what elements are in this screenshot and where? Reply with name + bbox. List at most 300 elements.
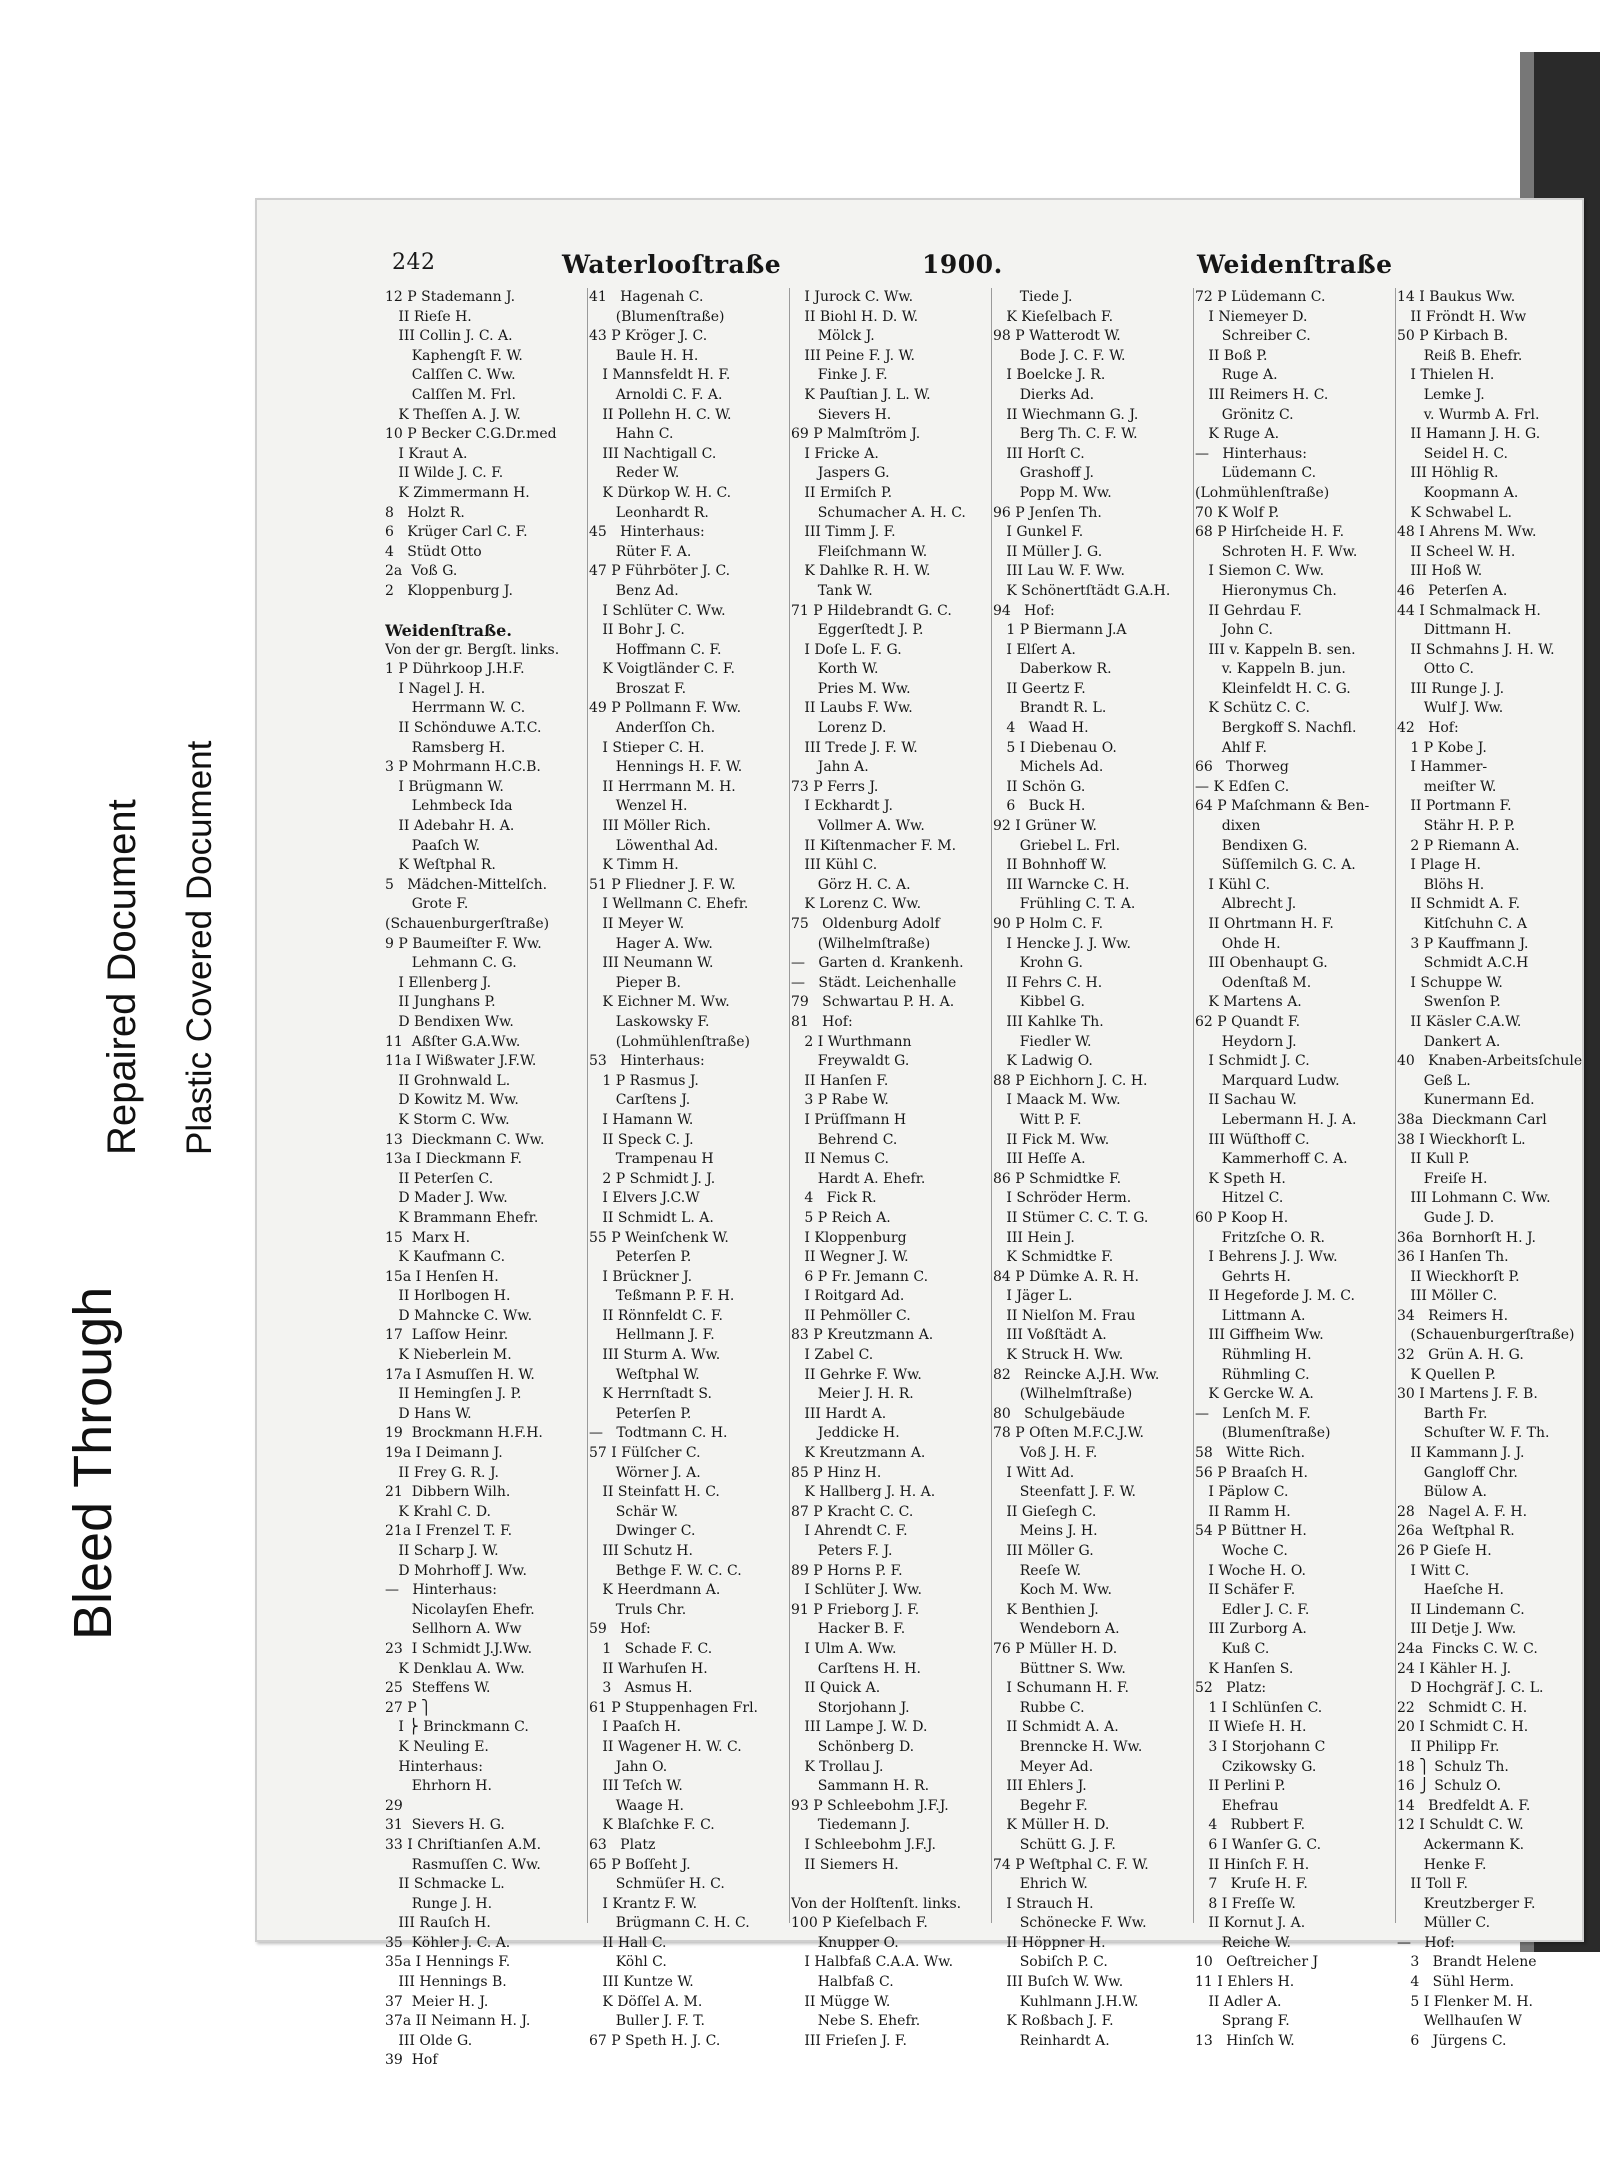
directory-entry: 13 Hinſch W. — [1195, 2032, 1295, 2049]
directory-entry: Ahlf F. — [1195, 739, 1267, 756]
directory-entry: 30 I Martens J. F. B. — [1397, 1386, 1538, 1403]
directory-entry: 2 I Wurthmann — [791, 1033, 912, 1050]
directory-entry: Reinhardt A. — [993, 2032, 1110, 2049]
directory-entry: II Höppner H. — [993, 1934, 1106, 1951]
directory-entry: I ⎬ Brinckmann C. — [385, 1719, 529, 1736]
directory-entry: III Hoß W. — [1397, 563, 1483, 580]
directory-entry: III Collin J. C. A. — [385, 328, 513, 345]
directory-entry: I Kraut A. — [385, 445, 468, 462]
directory-entry: v. Wurmb A. Frl. — [1397, 406, 1540, 423]
directory-entry: (Wilhelmſtraße) — [993, 1386, 1133, 1403]
directory-entry: Haeſche H. — [1397, 1582, 1504, 1599]
directory-entry: I Halbfaß C.A.A. Ww. — [791, 1954, 954, 1971]
directory-entry: 6 P Fr. Jemann C. — [791, 1268, 929, 1285]
directory-entry: II Stümer C. C. T. G. — [993, 1209, 1149, 1226]
directory-entry: II Pollehn H. C. W. — [589, 406, 732, 423]
repaired-document-label: Repaired Document — [100, 799, 144, 1155]
directory-entry: Michels Ad. — [993, 759, 1104, 776]
directory-entry: Wendeborn A. — [993, 1621, 1120, 1638]
directory-entry: Meins J. H. — [993, 1523, 1098, 1540]
directory-entry: K Denklau A. Ww. — [385, 1660, 525, 1677]
directory-entry: I Elſert A. — [993, 641, 1076, 658]
directory-entry: Lebermann H. J. A. — [1195, 1111, 1357, 1128]
directory-entry: K Neuling E. — [385, 1738, 489, 1755]
directory-entry: 5 I Flenker M. H. — [1397, 1993, 1533, 2010]
directory-entry: 9 P Baumeiſter F. Ww. — [385, 935, 542, 952]
directory-entry: Schönecke F. Ww. — [993, 1915, 1147, 1932]
directory-entry: Otto C. — [1397, 661, 1474, 678]
directory-entry: 70 K Wolf P. — [1195, 504, 1280, 521]
directory-entry: 25 Steffens W. — [385, 1680, 491, 1697]
directory-entry: I Hammer- — [1397, 759, 1488, 776]
directory-entry: I Jäger L. — [993, 1288, 1073, 1305]
directory-entry: Kammerhoff C. A. — [1195, 1151, 1348, 1168]
directory-entry: Nicolayſen Ehefr. — [385, 1601, 535, 1618]
directory-entry: II Wieſe H. H. — [1195, 1719, 1307, 1736]
plastic-covered-label: Plastic Covered Document — [180, 740, 219, 1155]
directory-entry: II Adebahr H. A. — [385, 818, 515, 835]
directory-entry: 7 Kruſe H. F. — [1195, 1876, 1308, 1893]
directory-entry: Benz Ad. — [589, 582, 679, 599]
directory-entry: Lüdemann C. — [1195, 465, 1317, 482]
directory-entry: D Mahncke C. Ww. — [385, 1307, 533, 1324]
directory-entry: John C. — [1195, 622, 1273, 639]
directory-entry: III Möller C. — [1397, 1288, 1498, 1305]
directory-column-2 — [589, 288, 789, 2051]
directory-entry: — Todtmann C. H. — [589, 1425, 728, 1442]
directory-entry: 26a Weſtphal R. — [1397, 1523, 1515, 1540]
directory-entry: Köhl C. — [589, 1954, 667, 1971]
directory-entry: I Hamann W. — [589, 1111, 694, 1128]
directory-entry: Henke F. — [1397, 1856, 1487, 1873]
directory-entry: Reiche W. — [1195, 1934, 1291, 1951]
directory-entry: III Peine F. J. W. — [791, 347, 915, 364]
directory-entry: I Stieper C. H. — [589, 739, 705, 756]
directory-entry: — Garten d. Krankenh. — [791, 955, 964, 972]
directory-entry: III Wüſthoff C. — [1195, 1131, 1310, 1148]
directory-entry: Lehmbeck Ida — [385, 798, 513, 815]
directory-column-3 — [791, 288, 991, 2051]
directory-entry: 33 I Chriſtianſen A.M. — [385, 1836, 542, 1853]
directory-entry: II Geertz F. — [993, 680, 1086, 697]
directory-entry: III Ehlers J. — [993, 1778, 1087, 1795]
directory-entry: II Pehmöller C. — [791, 1307, 911, 1324]
directory-entry: I Boelcke J. R. — [993, 367, 1106, 384]
directory-entry: Ramsberg H. — [385, 739, 506, 756]
directory-entry: 5 P Reich A. — [791, 1209, 891, 1226]
directory-entry: Berg Th. C. F. W. — [993, 426, 1138, 443]
directory-entry: III Lohmann C. Ww. — [1397, 1190, 1551, 1207]
directory-entry: 52 Platz: — [1195, 1680, 1267, 1697]
directory-entry: 74 P Weſtphal C. F. W. — [993, 1856, 1149, 1873]
directory-entry: — Hof: — [1397, 1934, 1455, 1951]
directory-entry: 36 I Hanſen Th. — [1397, 1249, 1509, 1266]
directory-entry: K Döſſel A. M. — [589, 1993, 703, 2010]
directory-entry: 89 P Horns P. F. — [791, 1562, 903, 1579]
directory-entry: III Lau W. F. Ww. — [993, 563, 1125, 580]
directory-entry: 11 I Ehlers H. — [1195, 1974, 1295, 1991]
directory-entry: Jahn A. — [791, 759, 869, 776]
directory-entry: Truls Chr. — [589, 1601, 687, 1618]
directory-entry: I Maack M. Ww. — [993, 1092, 1121, 1109]
directory-entry: (Wilhelmſtraße) — [791, 935, 931, 952]
directory-entry: 8 Holzt R. — [385, 504, 465, 521]
directory-entry: II Ermiſch P. — [791, 484, 893, 501]
directory-entry: Schütt G. J. F. — [993, 1836, 1116, 1853]
directory-entry: I Fricke A. — [791, 445, 879, 462]
directory-entry: 65 P Boſſeht J. — [589, 1856, 691, 1873]
directory-entry: 35 Köhler J. C. A. — [385, 1934, 511, 1951]
directory-entry: Bergkoff S. Nachfl. — [1195, 720, 1357, 737]
directory-entry: II Wiechmann G. J. — [993, 406, 1139, 423]
directory-entry: 3 P Kauffmann J. — [1397, 935, 1529, 952]
directory-entry: K Hanſen S. — [1195, 1660, 1294, 1677]
directory-entry: Brenncke H. Ww. — [993, 1738, 1143, 1755]
directory-entry: Finke J. F. — [791, 367, 888, 384]
directory-entry: K Dürkop W. H. C. — [589, 484, 732, 501]
directory-entry: Paaſch W. — [385, 837, 481, 854]
directory-entry: 12 I Schuldt C. W. — [1397, 1817, 1524, 1834]
directory-entry: 38 I Wieckhorſt L. — [1397, 1131, 1526, 1148]
directory-entry: K Benthien J. — [993, 1601, 1099, 1618]
directory-entry: Reeſe W. — [993, 1562, 1082, 1579]
directory-entry: 2 P Schmidt J. J. — [589, 1170, 716, 1187]
directory-entry: K Kaufmann C. — [385, 1249, 506, 1266]
directory-entry: Dwinger C. — [589, 1523, 696, 1540]
directory-entry: 87 P Kracht C. C. — [791, 1503, 914, 1520]
directory-entry: 50 P Kirbach B. — [1397, 328, 1509, 345]
directory-entry: Stähr H. P. P. — [1397, 818, 1516, 835]
directory-entry: Ohde H. — [1195, 935, 1281, 952]
directory-entry: I Prüſſmann H — [791, 1111, 907, 1128]
directory-entry: K Schütz C. C. — [1195, 700, 1310, 717]
directory-entry: Eggerſtedt J. P. — [791, 622, 924, 639]
directory-entry: Sellhorn A. Ww — [385, 1621, 522, 1638]
directory-entry: 42 Hof: — [1397, 720, 1459, 737]
directory-entry: II Schmahns J. H. W. — [1397, 641, 1555, 658]
directory-entry: 24 I Kähler H. J. — [1397, 1660, 1512, 1677]
directory-entry: Krohn G. — [993, 955, 1083, 972]
directory-entry: Reder W. — [589, 465, 680, 482]
directory-entry: II Quick A. — [791, 1680, 881, 1697]
directory-entry: II Siemers H. — [791, 1856, 899, 1873]
directory-entry: 29 — [385, 1797, 403, 1814]
directory-entry: III Frieſen J. F. — [791, 2032, 907, 2049]
directory-entry: II Perlini P. — [1195, 1778, 1286, 1795]
directory-entry: Begehr F. — [993, 1797, 1088, 1814]
directory-entry: 90 P Holm C. F. — [993, 916, 1104, 932]
directory-entry: II Boß P. — [1195, 347, 1268, 364]
directory-entry: 47 P Führböter J. C. — [589, 563, 731, 580]
directory-entry: II Hemingſen J. P. — [385, 1386, 522, 1403]
directory-entry: I Hencke J. J. Ww. — [993, 935, 1131, 952]
directory-entry: II Portmann F. — [1397, 798, 1512, 815]
directory-entry: Korth W. — [791, 661, 879, 678]
page-header — [257, 250, 1582, 286]
directory-entry: 3 Asmus H. — [589, 1680, 693, 1697]
directory-entry: 13 Dieckmann C. Ww. — [385, 1131, 545, 1148]
directory-entry: v. Kappeln B. jun. — [1195, 661, 1346, 678]
directory-entry: 5 Mädchen-Mittelſch. — [385, 876, 548, 893]
directory-entry: Fleiſchmann W. — [791, 543, 928, 560]
directory-entry: 79 Schwartau P. H. A. — [791, 994, 955, 1011]
directory-entry: 55 P Weinſchenk W. — [589, 1229, 729, 1246]
directory-entry: Dankert A. — [1397, 1033, 1501, 1050]
directory-entry: II Fick M. Ww. — [993, 1131, 1110, 1148]
directory-entry: Görz H. C. A. — [791, 876, 911, 893]
directory-entry: Albrecht J. — [1195, 896, 1297, 913]
directory-entry: Schmüſer H. C. — [589, 1876, 725, 1893]
directory-entry: 19a I Deimann J. — [385, 1445, 503, 1462]
directory-entry: 86 P Schmidtke F. — [993, 1170, 1122, 1187]
document-page — [255, 198, 1584, 2069]
directory-entry: (Lohmühlenſtraße) — [589, 1033, 750, 1050]
directory-entry: 28 Nagel A. F. H. — [1397, 1503, 1528, 1520]
directory-entry: — Hinterhaus: — [385, 1582, 497, 1599]
directory-entry: III Rauſch H. — [385, 1915, 491, 1932]
directory-entry: Von der Holſtenſt. links. — [791, 1895, 962, 1912]
directory-entry: Frühling C. T. A. — [993, 896, 1136, 913]
directory-entry: II Fröndt H. Ww — [1397, 308, 1527, 325]
directory-entry: Dittmann H. — [1397, 622, 1512, 639]
directory-entry: Carſtens H. H. — [791, 1660, 921, 1677]
directory-entry: Pieper B. — [589, 974, 682, 991]
directory-entry: Brügmann C. H. C. — [589, 1915, 750, 1932]
directory-entry: Süſſemilch G. C. A. — [1195, 857, 1356, 874]
directory-entry: Schönberg D. — [791, 1738, 915, 1755]
directory-entry: II Lindemann C. — [1397, 1601, 1525, 1618]
directory-entry: Sammann H. R. — [791, 1778, 930, 1795]
directory-entry: 4 Waad H. — [993, 720, 1089, 737]
directory-entry: 20 I Schmidt C. H. — [1397, 1719, 1529, 1736]
directory-entry: I Brückner J. — [589, 1268, 693, 1285]
directory-entry: 83 P Kreutzmann A. — [791, 1327, 934, 1344]
directory-entry: 2 Kloppenburg J. — [385, 582, 513, 599]
directory-entry: 67 P Speth H. J. C. — [589, 2032, 721, 2049]
directory-entry: Sobiſch P. C. — [993, 1954, 1108, 1971]
directory-entry: I Brügmann W. — [385, 778, 504, 795]
directory-entry: 59 Hof: — [589, 1621, 651, 1638]
directory-column-4 — [993, 288, 1193, 2051]
directory-entry: Von der gr. Bergſt. links. — [385, 641, 560, 658]
directory-entry: II Nielſon M. Frau — [993, 1307, 1136, 1324]
directory-entry: I Roitgard Ad. — [791, 1288, 905, 1305]
directory-entry: 6 Jürgens C. — [1397, 2032, 1507, 2049]
street-title-left: Waterlooſtraße — [562, 250, 782, 279]
directory-entry: II Bohnhoff W. — [993, 857, 1107, 874]
directory-entry: 21a I Frenzel T. F. — [385, 1523, 513, 1540]
directory-entry: Meyer Ad. — [993, 1758, 1094, 1775]
directory-entry: Hoffmann C. F. — [589, 641, 722, 658]
directory-entry: III Möller Rich. — [589, 818, 711, 835]
directory-entry: 15 Marx H. — [385, 1229, 471, 1246]
directory-entry: Broszat F. — [589, 680, 687, 697]
directory-entry: D Kowitz M. Ww. — [385, 1092, 519, 1109]
directory-entry: K Hallberg J. H. A. — [791, 1484, 936, 1501]
directory-entry: Odenſtaß M. — [1195, 974, 1312, 991]
directory-entry: 2 P Riemann A. — [1397, 837, 1520, 854]
directory-entry: — Hinterhaus: — [1195, 445, 1307, 462]
directory-entry: Heydorn J. — [1195, 1033, 1297, 1050]
directory-entry: K Lorenz C. Ww. — [791, 896, 922, 913]
directory-entry: II Hanſen F. — [791, 1072, 889, 1089]
directory-entry: I Thielen H. — [1397, 367, 1495, 384]
directory-entry: 11 Aßſter G.A.Ww. — [385, 1033, 521, 1050]
directory-entry: 93 P Schleebohm J.F.J. — [791, 1797, 949, 1814]
directory-entry: 1 P Kobe J. — [1397, 739, 1487, 756]
directory-entry: 36a Bornhorſt H. J. — [1397, 1229, 1536, 1246]
directory-entry: II Nemus C. — [791, 1151, 889, 1168]
directory-entry: Behrend C. — [791, 1131, 898, 1148]
directory-entry: 81 Hof: — [791, 1013, 853, 1030]
directory-entry: 37a II Neimann H. J. — [385, 2013, 531, 2030]
directory-entry: I Ulm A. Ww. — [791, 1640, 897, 1657]
directory-entry: II Rönnfeldt C. F. — [589, 1307, 723, 1324]
directory-entry: 13a I Dieckmann F. — [385, 1151, 522, 1168]
directory-entry: 45 Hinterhaus: — [589, 524, 705, 541]
directory-entry: II Wegner J. W. — [791, 1249, 909, 1266]
directory-entry: Sprang F. — [1195, 2013, 1290, 2030]
directory-entry: 15a I Henſen H. — [385, 1268, 499, 1285]
directory-entry: III Neumann W. — [589, 955, 714, 972]
directory-entry: Wellhauſen W — [1397, 2013, 1522, 2030]
directory-entry: Schroten H. F. Ww. — [1195, 543, 1358, 560]
directory-entry: Teßmann P. F. H. — [589, 1288, 735, 1305]
directory-entry: Leonhardt R. — [589, 504, 709, 521]
directory-entry: I Jurock C. Ww. — [791, 289, 914, 305]
directory-entry: I Nagel J. H. — [385, 680, 486, 697]
directory-entry: 62 P Quandt F. — [1195, 1013, 1301, 1030]
directory-column-1 — [385, 288, 585, 2071]
directory-entry: II Käsler C.A.W. — [1397, 1013, 1522, 1030]
directory-entry: K Storm C. Ww. — [385, 1111, 510, 1128]
directory-entry: III Hein J. — [993, 1229, 1075, 1246]
directory-entry: Hacker B. F. — [791, 1621, 906, 1638]
directory-entry: dixen — [1195, 818, 1261, 835]
directory-entry: Wenzel H. — [589, 798, 688, 815]
year-title: 1900. — [922, 250, 1003, 279]
directory-entry: Hitzel C. — [1195, 1190, 1284, 1207]
directory-entry: III Obenhaupt G. — [1195, 955, 1328, 972]
directory-entry: K Martens A. — [1195, 994, 1302, 1011]
directory-entry: Peters F. J. — [791, 1543, 893, 1559]
directory-entry: III v. Kappeln B. sen. — [1195, 641, 1356, 658]
directory-entry: 4 Fick R. — [791, 1190, 877, 1207]
directory-entry: D Mohrhoff J. Ww. — [385, 1562, 527, 1579]
directory-entry: 24a Fincks C. W. C. — [1397, 1640, 1538, 1657]
directory-entry: 3 I Storjohann C — [1195, 1738, 1326, 1755]
directory-entry: Woche C. — [1195, 1543, 1288, 1559]
directory-entry: 94 Hof: — [993, 602, 1055, 619]
directory-entry: Marquard Ludw. — [1195, 1072, 1340, 1089]
directory-entry: Gangloff Chr. — [1397, 1464, 1518, 1481]
directory-entry: III Teſch W. — [589, 1778, 683, 1795]
directory-entry: — Lenſch M. F. — [1195, 1405, 1311, 1422]
directory-entry: Tiedemann J. — [791, 1817, 911, 1834]
directory-entry: 63 Platz — [589, 1836, 656, 1853]
directory-entry: 38a Dieckmann Carl — [1397, 1111, 1547, 1128]
directory-entry: Ehefrau — [1195, 1797, 1279, 1814]
directory-entry: III Heſſe A. — [993, 1151, 1086, 1168]
directory-entry: Schär W. — [589, 1503, 679, 1520]
bleed-through-label: Bleed Through — [63, 1286, 123, 1640]
directory-entry: 1 I Schlünſen C. — [1195, 1699, 1323, 1716]
directory-entry: II Schön G. — [993, 778, 1086, 795]
directory-entry: — Städt. Leichenhalle — [791, 974, 957, 991]
directory-entry: I Mannsfeldt H. F. — [589, 367, 731, 384]
directory-entry: 69 P Malmſtröm J. — [791, 426, 921, 443]
directory-entry: Blöhs H. — [1397, 876, 1485, 893]
directory-entry: 76 P Müller H. D. — [993, 1640, 1118, 1657]
directory-entry: Brandt R. L. — [993, 700, 1107, 717]
directory-entry: 4 Rubbert F. — [1195, 1817, 1306, 1834]
directory-column-5 — [1195, 288, 1395, 2051]
directory-entry: 1 P Biermann J.A — [993, 622, 1127, 639]
directory-entry: D Bendixen Ww. — [385, 1013, 514, 1030]
directory-entry: Lemke J. — [1397, 386, 1485, 403]
directory-entry: K Quellen P. — [1397, 1366, 1496, 1383]
directory-entry: II Peterſen C. — [385, 1170, 494, 1187]
directory-entry: I Woche H. O. — [1195, 1562, 1307, 1579]
directory-entry: 4 Stüdt Otto — [385, 543, 482, 560]
directory-entry: K Ruge A. — [1195, 426, 1280, 443]
directory-entry: D Mader J. Ww. — [385, 1190, 508, 1207]
directory-entry: Koch M. Ww. — [993, 1582, 1112, 1599]
directory-entry: (Blumenſtraße) — [589, 308, 725, 325]
directory-entry: D Hochgräf J. C. L. — [1397, 1680, 1544, 1697]
directory-entry: II Sachau W. — [1195, 1092, 1297, 1109]
directory-entry: Herrmann W. C. — [385, 700, 526, 717]
directory-entry: — K Edſen C. — [1195, 778, 1290, 795]
directory-entry: Rubbe C. — [993, 1699, 1085, 1716]
directory-entry: III Hennings B. — [385, 1974, 507, 1991]
directory-entry: Meier J. H. R. — [791, 1386, 914, 1403]
directory-entry: 26 P Gieſe H. — [1397, 1543, 1492, 1559]
directory-entry: 1 Schade F. C. — [589, 1640, 713, 1657]
directory-entry: Grote F. — [385, 896, 469, 913]
directory-entry: K Heerdmann A. — [589, 1582, 721, 1599]
directory-entry: 34 Reimers H. — [1397, 1307, 1509, 1324]
directory-entry: II Wilde J. C. F. — [385, 465, 504, 482]
directory-entry: Calſſen C. Ww. — [385, 367, 516, 384]
directory-entry: 21 Dibbern Wilh. — [385, 1484, 511, 1501]
directory-entry: II Hegeforde J. M. C. — [1195, 1288, 1355, 1305]
directory-entry: Grashoff J. — [993, 465, 1094, 482]
directory-entry: K Krahl C. D. — [385, 1503, 491, 1520]
directory-entry: 53 Hinterhaus: — [589, 1053, 705, 1070]
directory-entry: I Elvers J.C.W — [589, 1190, 700, 1207]
directory-entry: II Adler A. — [1195, 1993, 1282, 2010]
directory-entry: II Kiſtenmacher F. M. — [791, 837, 957, 854]
directory-entry: K Timm H. — [589, 857, 679, 874]
directory-entry: Daberkow R. — [993, 661, 1112, 678]
directory-entry: III Detje J. Ww. — [1397, 1621, 1517, 1638]
directory-columns — [385, 288, 1583, 2069]
directory-entry: 80 Schulgebäude — [993, 1405, 1125, 1422]
directory-entry: K Struck H. Ww. — [993, 1347, 1124, 1364]
directory-entry: III Runge J. J. — [1397, 680, 1505, 697]
directory-entry: Bülow A. — [1397, 1484, 1487, 1501]
directory-entry: Reiß B. Ehefr. — [1397, 347, 1523, 364]
directory-entry: Müller C. — [1397, 1915, 1491, 1932]
directory-entry: Swenſon P. — [1397, 994, 1501, 1011]
directory-entry: II Bohr J. C. — [589, 622, 685, 639]
directory-entry: (Schauenburgerſtraße) — [385, 916, 550, 932]
street-title-right: Weidenſtraße — [1197, 250, 1393, 279]
directory-entry: Hellmann J. F. — [589, 1327, 715, 1344]
directory-entry: 17a I Asmuſſen H. W. — [385, 1366, 535, 1383]
directory-entry: II Mügge W. — [791, 1993, 891, 2010]
